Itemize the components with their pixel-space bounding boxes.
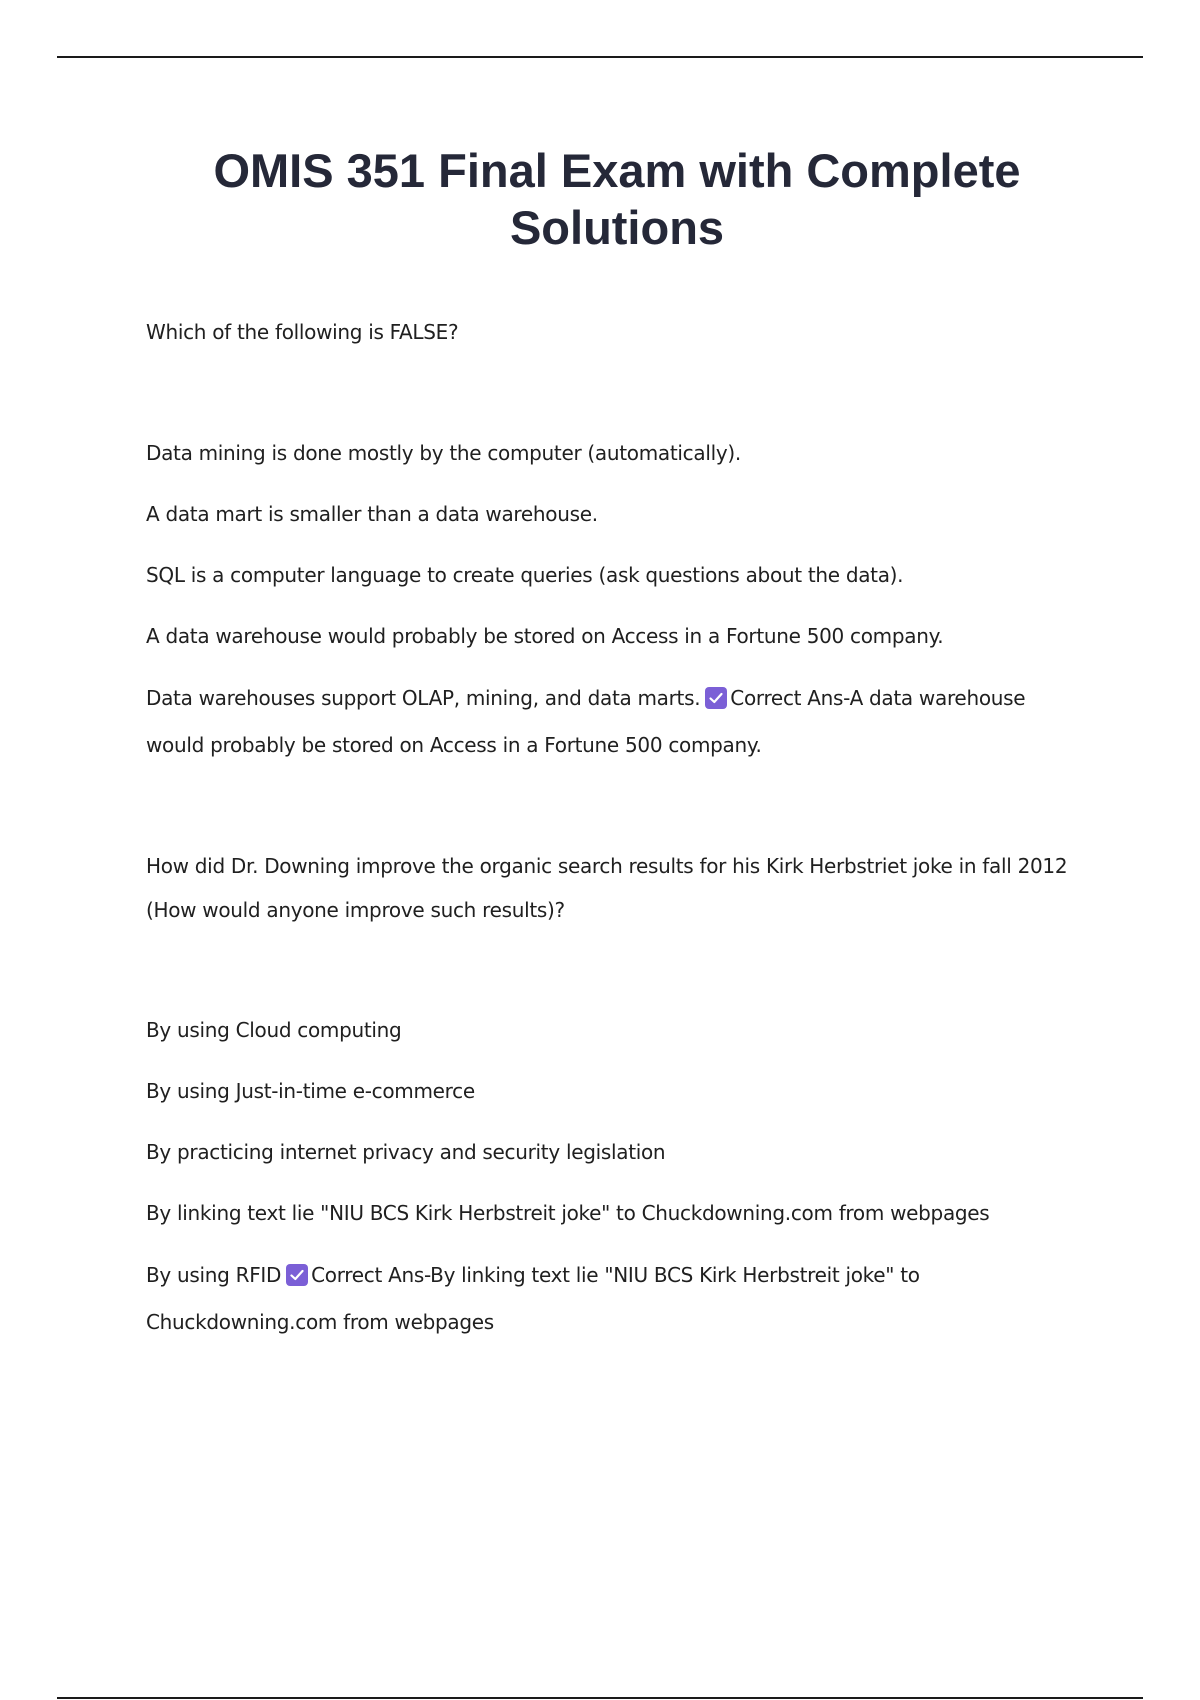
question-1-option-5: Data warehouses support OLAP, mining, and data marts. <box>146 686 701 710</box>
question-2-option-3: By practicing internet privacy and security legislation <box>146 1140 666 1164</box>
question-2-option-1: By using Cloud computing <box>146 1018 402 1042</box>
question-1-option-1: Data mining is done mostly by the computer (automatically). <box>146 441 741 465</box>
question-2-text-line-2: (How would anyone improve such results)? <box>146 898 565 922</box>
top-rule <box>57 56 1143 58</box>
question-1-option-4: A data warehouse would probably be stored on Access in a Fortune 500 company. <box>146 624 944 648</box>
check-box-icon <box>705 687 727 709</box>
question-1-answer-continued: would probably be stored on Access in a Fortune 500 company. <box>146 733 762 757</box>
question-2-option-4: By linking text lie "NIU BCS Kirk Herbstreit joke" to Chuckdowning.com from webpages <box>146 1201 990 1225</box>
question-2-answer: Correct Ans-By linking text lie "NIU BCS Kirk Herbstreit joke" to <box>311 1263 920 1287</box>
question-1-option-3: SQL is a computer language to create queries (ask questions about the data). <box>146 563 904 587</box>
question-2-text-line-1: How did Dr. Downing improve the organic search results for his Kirk Herbstriet joke in fall 2012 <box>146 854 1068 878</box>
question-2-option-5: By using RFID <box>146 1263 282 1287</box>
bottom-rule <box>57 1697 1143 1699</box>
check-box-icon <box>286 1264 308 1286</box>
question-2-option-2: By using Just-in-time e-commerce <box>146 1079 475 1103</box>
page-title: OMIS 351 Final Exam with Complete Solutions <box>213 144 1021 254</box>
question-1-option-2: A data mart is smaller than a data warehouse. <box>146 502 598 526</box>
question-2-last-option-line <box>146 1263 920 1287</box>
question-1-text: Which of the following is FALSE? <box>146 320 459 344</box>
question-2-answer-continued: Chuckdowning.com from webpages <box>146 1310 494 1334</box>
question-1-last-option-line <box>146 686 1025 710</box>
question-1-answer: Correct Ans-A data warehouse <box>730 686 1026 710</box>
